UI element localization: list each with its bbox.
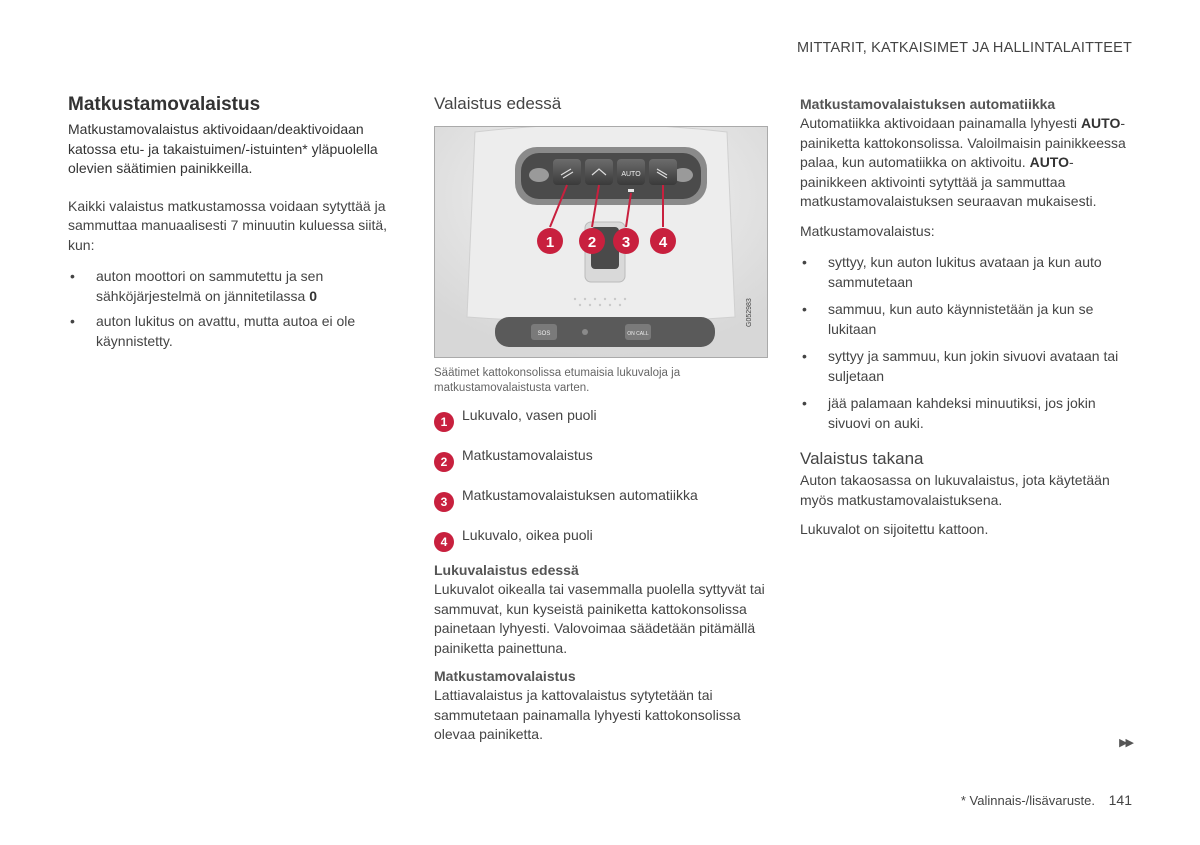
cabin-lights-title: Matkustamovalaistus bbox=[434, 668, 576, 684]
figure-code: G052983 bbox=[746, 298, 753, 327]
sos-label: SOS bbox=[537, 331, 551, 337]
console-illustration bbox=[434, 126, 768, 358]
svg-text:4: 4 bbox=[658, 234, 668, 251]
oncall-label: ON CALL bbox=[627, 331, 649, 337]
page-number: 141 bbox=[1108, 792, 1132, 808]
number-badge-icon: 3 bbox=[434, 492, 454, 512]
legend-item: 3 Matkustamovalaistuksen automatiikka bbox=[434, 486, 768, 512]
reading-lights-title: Lukuvalaistus edessä bbox=[434, 562, 579, 578]
legend-item: 1 Lukuvalo, vasen puoli bbox=[434, 406, 768, 432]
auto-title: Matkustamovalaistuksen automatiikka bbox=[800, 96, 1056, 112]
console-drawing bbox=[435, 127, 767, 357]
front-lighting-title: Valaistus edessä bbox=[434, 94, 562, 113]
callout-1 bbox=[537, 228, 563, 254]
figure-legend bbox=[434, 406, 768, 552]
cabin-light-button bbox=[585, 159, 613, 185]
number-badge-icon: 4 bbox=[434, 532, 454, 552]
left-column bbox=[68, 92, 398, 357]
number-badge-icon: 2 bbox=[434, 452, 454, 472]
auto-button-label: AUTO bbox=[621, 171, 641, 178]
legend-item: 4 Lukuvalo, oikea puoli bbox=[434, 526, 768, 552]
list-item: • jää palamaan kahdeksi minuutiksi, jos jokin sivuovi on auki. bbox=[800, 394, 1135, 433]
list-item: • syttyy ja sammuu, kun jokin sivuovi avataan tai suljetaan bbox=[800, 347, 1135, 386]
middle-column bbox=[434, 92, 768, 755]
list-item: • syttyy, kun auton lukitus avataan ja kun auto sammutetaan bbox=[800, 253, 1135, 292]
right-column bbox=[800, 96, 1135, 550]
section-header: MITTARIT, KATKAISIMET JA HALLINTALAITTEET bbox=[796, 40, 1132, 56]
rear-paragraph-1: Auton takaosassa on lukuvalaistus, jota käytetään myös matkustamovalaistuksena. bbox=[800, 472, 1110, 508]
condition-list bbox=[68, 267, 398, 351]
rear-paragraph-2: Lukuvalot on sijoitettu kattoon. bbox=[800, 521, 989, 537]
page-footer bbox=[961, 792, 1132, 808]
list-item: • auton lukitus on avattu, mutta autoa ei ole käynnistetty. bbox=[68, 312, 398, 351]
svg-text:2: 2 bbox=[587, 234, 597, 251]
manual-paragraph: Kaikki valaistus matkustamossa voidaan sytyttää ja sammuttaa manuaalisesti 7 minuutin kuluessa siitä, kun: bbox=[68, 197, 388, 253]
continue-arrow-icon: ▶▶ bbox=[1119, 737, 1132, 749]
callout-2 bbox=[579, 228, 605, 254]
svg-text:3: 3 bbox=[621, 234, 631, 251]
list-item: • auton moottori on sammutettu ja sen sähköjärjestelmä on jännitetilassa 0 bbox=[68, 267, 398, 306]
rear-lighting-title: Valaistus takana bbox=[800, 449, 924, 468]
auto-behavior-list bbox=[800, 253, 1135, 433]
cabin-lights-text: Lattiavalaistus ja kattovalaistus sytytetään tai sammutetaan painamalla lyhyesti kattokonsolissa olevaa painiketta. bbox=[434, 687, 741, 742]
cabin-label: Matkustamovalaistus: bbox=[800, 222, 935, 239]
lower-console bbox=[495, 317, 715, 347]
reading-lights-text: Lukuvalot oikealla tai vasemmalla puolella syttyvät tai sammuvat, kun kyseistä painiketta kattokonsolissa painetaan lyhyesti. Valovoimaa säädetään pitämällä painiketta painettuna. bbox=[434, 581, 765, 656]
legend-item: 2 Matkustamovalaistus bbox=[434, 446, 768, 472]
figure-caption: Säätimet kattokonsolissa etumaisia lukuvaloja ja matkustamovalaistusta varten. bbox=[434, 367, 681, 394]
auto-paragraph: Automatiikka aktivoidaan painamalla lyhyesti AUTO-painiketta kattokonsolissa. Valoilmaisin painikkeessa palaa, kun automatiikka on aktivoitu. AUTO-painikkeen aktivointi sytyttää ja sammuttaa matkustamovalaistuksen seuraavan mukaisesti. bbox=[800, 115, 1126, 209]
intro-paragraph: Matkustamovalaistus aktivoidaan/deaktivoidaan katossa etu- ja takaistuimen/-istuinten* yläpuolella olevien säätimien painikkeilla. bbox=[68, 121, 378, 176]
callout-3 bbox=[613, 228, 639, 254]
svg-text:1: 1 bbox=[545, 234, 555, 251]
section-title: Matkustamovalaistus bbox=[68, 94, 261, 115]
footnote: * Valinnais-/lisävaruste. bbox=[960, 793, 1096, 808]
callout-4 bbox=[650, 228, 676, 254]
number-badge-icon: 1 bbox=[434, 412, 454, 432]
list-item: • sammuu, kun auto käynnistetään ja kun se lukitaan bbox=[800, 300, 1135, 339]
